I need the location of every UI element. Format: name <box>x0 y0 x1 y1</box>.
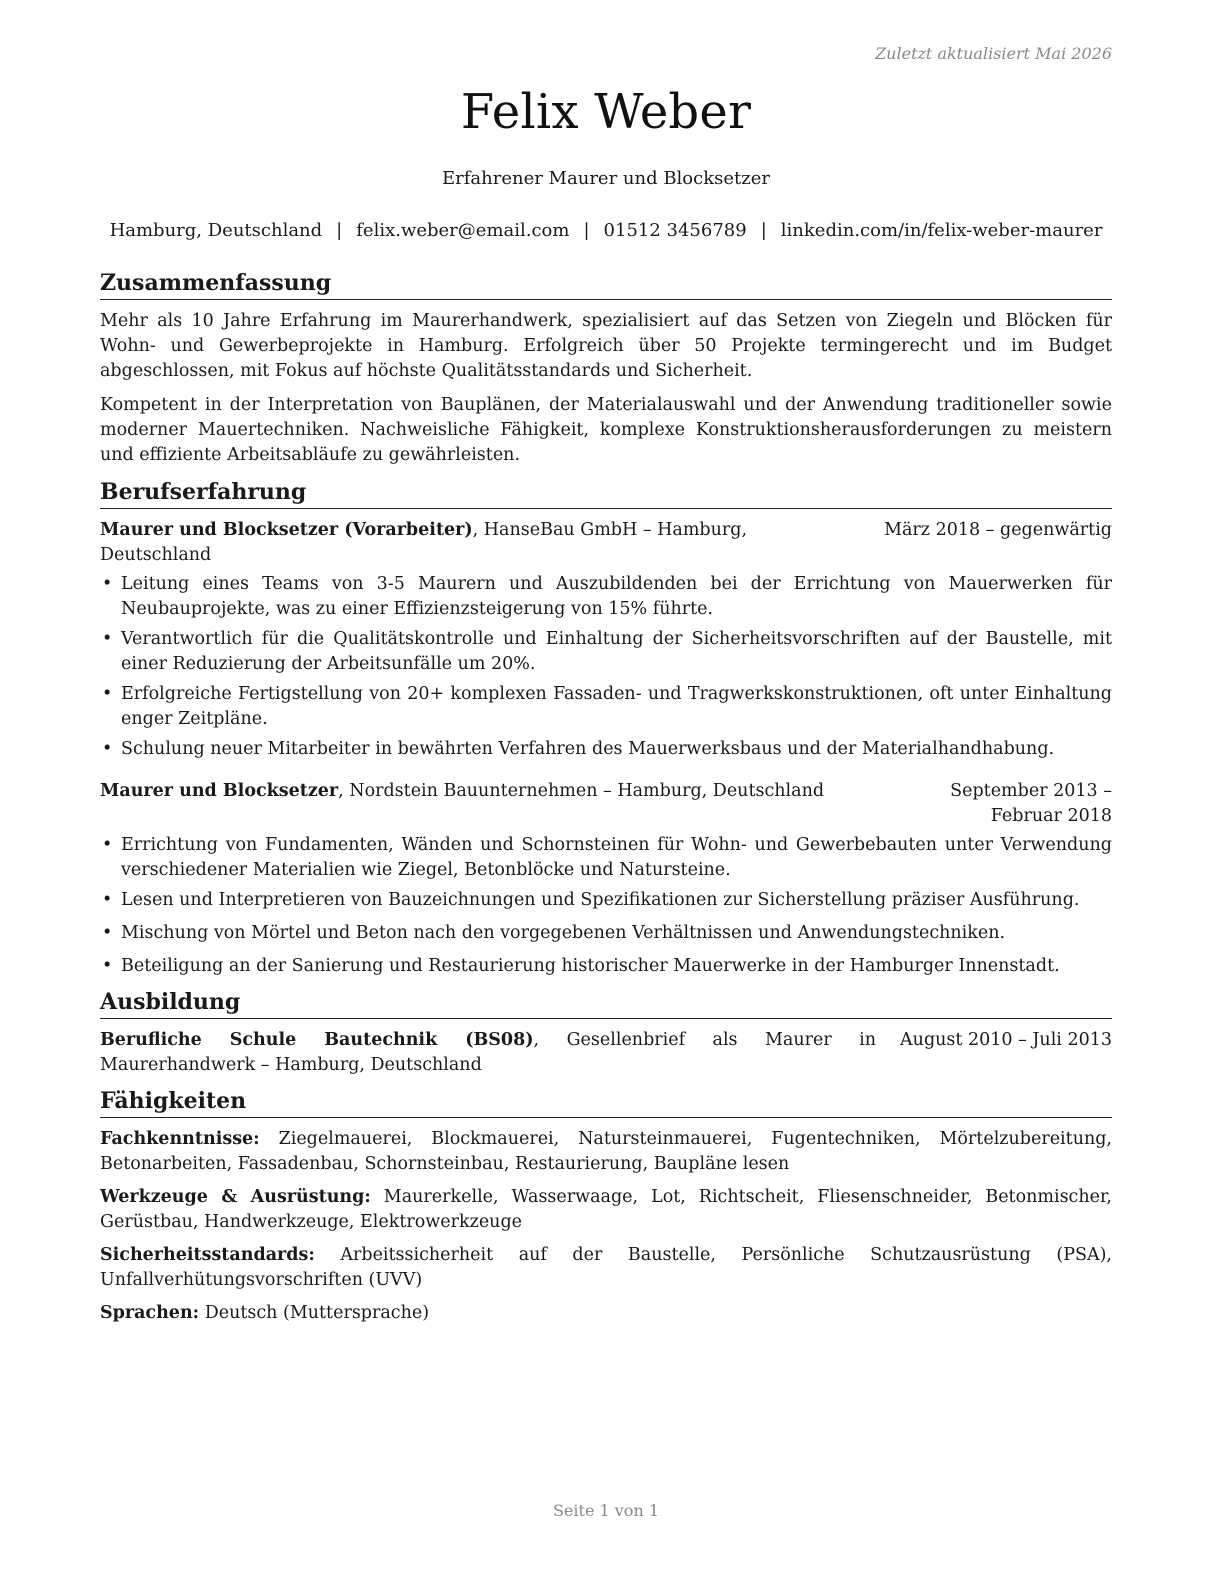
skill-label: Sprachen: <box>100 1303 200 1323</box>
contact-separator: | <box>336 220 343 241</box>
education-dates: August 2010 – Juli 2013 <box>900 1030 1112 1050</box>
skill-value: Arbeitssicherheit auf der Baustelle, Persönliche Schutzausrüstung (PSA), Unfallverhütungsvorschriften (UVV) <box>100 1245 1112 1290</box>
job-bullet: • Schulung neuer Mitarbeiter in bewährten Verfahren des Mauerwerksbaus und der Materialhandhabung. <box>100 737 1112 762</box>
summary-paragraph: Kompetent in der Interpretation von Bauplänen, der Materialauswahl und der Anwendung traditioneller sowie moderner Mauertechniken. Nachweisliche Fähigkeit, komplexe Konstruktionsherausforderungen zu meistern und effiziente Arbeitsabläufe zu gewährleisten. <box>100 395 1112 465</box>
job-bullets <box>100 572 1112 762</box>
skill-line <box>100 1301 1112 1326</box>
section-title-skills: Fähigkeiten <box>100 1086 1112 1118</box>
skill-line <box>100 1127 1112 1177</box>
job-bullet: • Errichtung von Fundamenten, Wänden und Schornsteinen für Wohn- und Gewerbebauten unter Verwendung verschiedener Materialien wie Ziegel, Betonblöcke und Natursteine. <box>100 833 1112 883</box>
education-entry <box>100 1028 1112 1078</box>
contact-email[interactable]: felix.weber@email.com <box>356 220 570 241</box>
summary-paragraph: Mehr als 10 Jahre Erfahrung im Maurerhandwerk, spezialisiert auf das Setzen von Ziegeln und Blöcken für Wohn- und Gewerbeprojekte in Hamburg. Erfolgreich über 50 Projekte termingerecht und im Budget abgeschlossen, mit Fokus auf höchste Qualitätsstandards und Sicherheit. <box>100 311 1112 381</box>
education-school: Berufliche Schule Bautechnik (BS08) <box>100 1030 534 1050</box>
skill-value: Ziegelmauerei, Blockmauerei, Natursteinmauerei, Fugentechniken, Mörtelzubereitung, Betonarbeiten, Fassadenbau, Schornsteinbau, Restaurierung, Baupläne lesen <box>100 1129 1112 1174</box>
job-entry <box>100 518 1112 762</box>
summary-section <box>100 268 1112 468</box>
skills-section <box>100 1086 1112 1326</box>
job-role: Maurer und Blocksetzer <box>100 781 339 801</box>
job-bullet: • Beteiligung an der Sanierung und Restaurierung historischer Mauerwerke in der Hamburger Innenstadt. <box>100 954 1112 979</box>
section-title-education: Ausbildung <box>100 987 1112 1019</box>
job-role: Maurer und Blocksetzer (Vorarbeiter) <box>100 520 473 540</box>
job-bullet: • Leitung eines Teams von 3-5 Maurern und Auszubildenden bei der Errichtung von Mauerwerken für Neubauprojekte, was zu einer Effizienzsteigerung von 15% führte. <box>100 572 1112 622</box>
job-bullet: • Mischung von Mörtel und Beton nach den vorgegebenen Verhältnissen und Anwendungstechniken. <box>100 921 1112 946</box>
experience-section <box>100 477 1112 979</box>
last-updated: Zuletzt aktualisiert Mai 2026 <box>875 44 1112 63</box>
skill-line <box>100 1243 1112 1293</box>
job-header <box>100 779 1112 829</box>
skill-value: Maurerkelle, Wasserwaage, Lot, Richtscheit, Fliesenschneider, Betonmischer, Gerüstbau, Handwerkzeuge, Elektrowerkzeuge <box>100 1187 1112 1232</box>
candidate-name: Felix Weber <box>460 84 752 140</box>
education-detail: , Gesellenbrief als Maurer in Maurerhandwerk – Hamburg, Deutschland <box>100 1030 877 1075</box>
job-bullet: • Erfolgreiche Fertigstellung von 20+ komplexen Fassaden- und Tragwerkskonstruktionen, oft unter Einhaltung enger Zeitpläne. <box>100 682 1112 732</box>
resume-content <box>100 268 1112 1334</box>
contact-location: Hamburg, Deutschland <box>109 220 323 241</box>
job-bullets <box>100 833 1112 979</box>
skill-line <box>100 1185 1112 1235</box>
skill-label: Sicherheitsstandards: <box>100 1245 315 1265</box>
resume-page <box>100 0 1112 1584</box>
job-dates: September 2013 – Februar 2018 <box>950 781 1112 826</box>
contact-separator: | <box>583 220 590 241</box>
contact-separator: | <box>760 220 767 241</box>
job-dates: März 2018 – gegenwärtig <box>884 520 1112 540</box>
section-title-experience: Berufserfahrung <box>100 477 1112 509</box>
job-company: , Nordstein Bauunternehmen – Hamburg, Deutschland <box>338 781 825 801</box>
contact-linkedin[interactable]: linkedin.com/in/felix-weber-maurer <box>780 220 1103 241</box>
job-bullet: • Verantwortlich für die Qualitätskontrolle und Einhaltung der Sicherheitsvorschriften auf der Baustelle, mit einer Reduzierung der Arbeitsunfälle um 20%. <box>100 627 1112 677</box>
section-title-summary: Zusammenfassung <box>100 268 1112 300</box>
skill-label: Werkzeuge & Ausrüstung: <box>100 1187 371 1207</box>
job-header <box>100 518 1112 568</box>
job-bullet: • Lesen und Interpretieren von Bauzeichnungen und Spezifikationen zur Sicherstellung präziser Ausführung. <box>100 888 1112 913</box>
skill-value: Deutsch (Muttersprache) <box>199 1303 430 1323</box>
job-company: , HanseBau GmbH – Hamburg, Deutschland <box>100 520 748 565</box>
contact-line <box>100 220 1112 241</box>
education-section <box>100 987 1112 1078</box>
candidate-subtitle: Erfahrener Maurer und Blocksetzer <box>442 168 770 189</box>
job-entry <box>100 779 1112 979</box>
page-number: Seite 1 von 1 <box>552 1501 660 1520</box>
skill-label: Fachkenntnisse: <box>100 1129 260 1149</box>
contact-phone: 01512 3456789 <box>603 220 747 241</box>
